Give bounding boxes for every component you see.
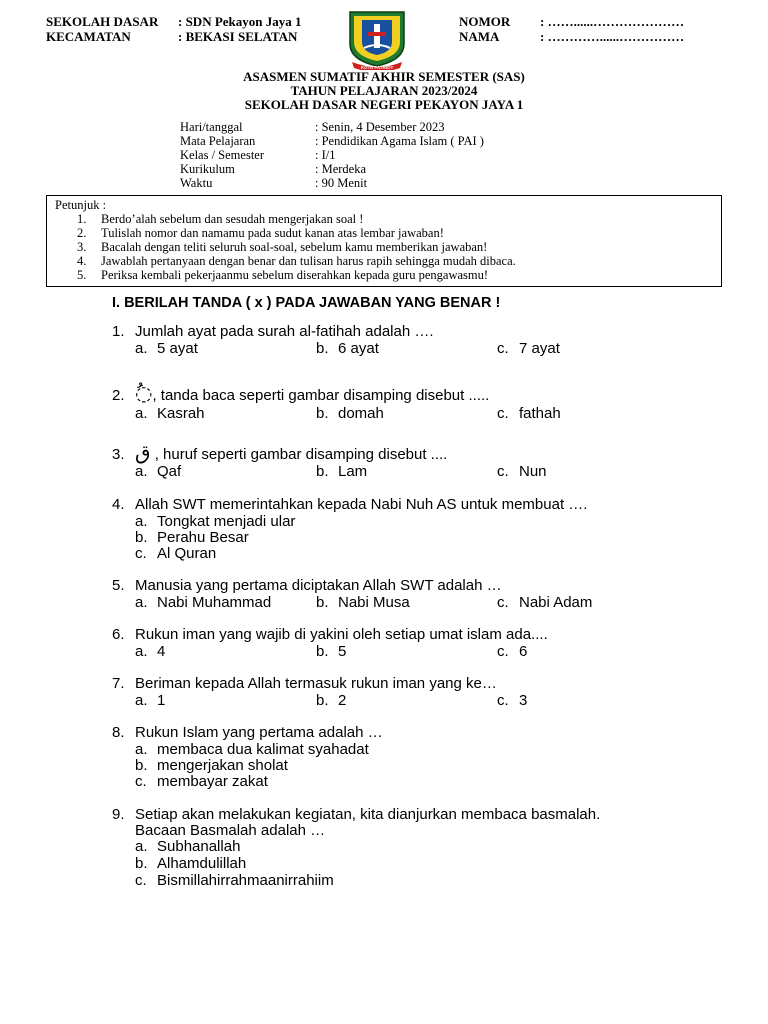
option-text: Bismillahirrahmaanirrahiim	[157, 872, 334, 889]
option-a[interactable]	[135, 513, 295, 530]
option-letter: a.	[135, 838, 148, 855]
option-b[interactable]	[316, 643, 346, 660]
option-b[interactable]	[135, 855, 246, 872]
option-letter: b.	[316, 692, 329, 709]
option-letter: a.	[135, 692, 148, 709]
info-row	[180, 162, 366, 176]
question-text: Setiap akan melakukan kegiatan, kita dianjurkan membaca basmalah.	[135, 806, 601, 823]
option-b[interactable]	[135, 757, 288, 774]
option-letter: c.	[497, 405, 509, 422]
school-label: SEKOLAH DASAR	[46, 14, 159, 29]
question-number: 5.	[112, 577, 125, 594]
option-c[interactable]	[135, 872, 334, 889]
option-a[interactable]	[135, 692, 165, 709]
info-value: : Pendidikan Agama Islam ( PAI )	[315, 134, 484, 148]
option-letter: a.	[135, 463, 148, 480]
option-text: 6 ayat	[338, 340, 379, 357]
option-text: 4	[157, 643, 166, 660]
option-text: Perahu Besar	[157, 529, 249, 546]
instruction-number: 4.	[77, 254, 87, 268]
instruction-item	[77, 268, 488, 282]
question-text: Rukun Islam yang pertama adalah …	[135, 724, 383, 741]
option-letter: c.	[135, 773, 147, 790]
question-4	[112, 496, 587, 513]
option-text: 5	[338, 643, 347, 660]
option-b[interactable]	[316, 340, 379, 357]
instructions-title: Petunjuk :	[55, 198, 107, 212]
option-a[interactable]	[135, 594, 271, 611]
option-text: Alhamdulillah	[157, 855, 247, 872]
info-row	[180, 148, 335, 162]
info-label: Hari/tanggal	[180, 120, 243, 134]
option-b[interactable]	[316, 692, 346, 709]
question-8	[112, 724, 383, 741]
option-text: 3	[519, 692, 528, 709]
option-letter: b.	[316, 594, 329, 611]
district-value: : BEKASI SELATAN	[178, 29, 298, 44]
option-text: domah	[338, 405, 384, 422]
nomor-field[interactable]: : ……......…………………	[540, 14, 685, 29]
info-value: : Senin, 4 Desember 2023	[315, 120, 445, 134]
kota-patriot-crest-icon	[344, 8, 410, 70]
instructions-box	[46, 195, 722, 287]
instruction-item	[77, 240, 487, 254]
option-c[interactable]	[497, 405, 561, 422]
instruction-text: Bacalah dengan teliti seluruh soal-soal, sebelum kamu memberikan jawaban!	[101, 240, 488, 254]
option-a[interactable]	[135, 405, 205, 422]
option-c[interactable]	[497, 643, 527, 660]
question-2	[112, 381, 490, 405]
option-a[interactable]	[135, 463, 181, 480]
option-text: membaca dua kalimat syahadat	[157, 741, 369, 758]
question-5	[112, 577, 502, 594]
option-b[interactable]	[135, 529, 249, 546]
option-text: Subhanallah	[157, 838, 241, 855]
option-c[interactable]	[497, 594, 592, 611]
info-label: Kurikulum	[180, 162, 235, 176]
option-letter: b.	[135, 529, 148, 546]
question-number: 8.	[112, 724, 125, 741]
option-text: membayar zakat	[157, 773, 268, 790]
info-value: : I/1	[315, 148, 336, 162]
option-text: Nun	[519, 463, 547, 480]
academic-year: TAHUN PELAJARAN 2023/2024	[290, 83, 478, 98]
question-3	[112, 440, 448, 464]
option-c[interactable]	[497, 340, 560, 357]
school-value: : SDN Pekayon Jaya 1	[178, 14, 302, 29]
instruction-text: Jawablah pertanyaan dengan benar dan tulisan harus rapih sehingga mudah dibaca.	[101, 254, 516, 268]
option-letter: b.	[135, 855, 148, 872]
question-number: 9.	[112, 806, 125, 823]
option-letter: a.	[135, 513, 148, 530]
info-value: : 90 Menit	[315, 176, 368, 190]
option-letter: c.	[497, 463, 509, 480]
instruction-item	[77, 212, 363, 226]
option-text: Kasrah	[157, 405, 205, 422]
option-b[interactable]	[316, 594, 410, 611]
nomor-label: NOMOR	[459, 14, 511, 29]
question-text: Jumlah ayat pada surah al-fatihah adalah ….	[135, 323, 434, 340]
option-letter: b.	[316, 405, 329, 422]
instruction-item	[77, 254, 516, 268]
info-label: Mata Pelajaran	[180, 134, 256, 148]
instruction-number: 3.	[77, 240, 87, 254]
instruction-number: 5.	[77, 268, 87, 282]
school-name-title: SEKOLAH DASAR NEGERI PEKAYON JAYA 1	[244, 97, 524, 112]
option-a[interactable]	[135, 340, 198, 357]
option-letter: c.	[497, 594, 509, 611]
exam-title: ASASMEN SUMATIF AKHIR SEMESTER (SAS)	[243, 69, 525, 84]
option-text: mengerjakan sholat	[157, 757, 288, 774]
qaf-letter-glyph-icon: ق	[135, 440, 151, 464]
option-letter: a.	[135, 594, 148, 611]
info-row	[180, 176, 367, 190]
option-text: 2	[338, 692, 347, 709]
option-letter: b.	[135, 757, 148, 774]
instruction-number: 1.	[77, 212, 87, 226]
option-c[interactable]	[497, 692, 527, 709]
option-letter: c.	[135, 872, 147, 889]
option-text: Nabi Adam	[519, 594, 593, 611]
option-text: Tongkat menjadi ular	[157, 513, 296, 530]
question-number: 6.	[112, 626, 125, 643]
option-letter: a.	[135, 643, 148, 660]
info-row	[180, 120, 445, 134]
question-number: 2.	[112, 387, 125, 404]
option-letter: c.	[135, 545, 147, 562]
option-a[interactable]	[135, 741, 369, 758]
option-text: Qaf	[157, 463, 182, 480]
option-text: 5 ayat	[157, 340, 198, 357]
option-letter: a.	[135, 405, 148, 422]
question-text: , tanda baca seperti gambar disamping disebut .....	[152, 387, 490, 404]
info-row	[180, 134, 484, 148]
question-number: 7.	[112, 675, 125, 692]
option-text: fathah	[519, 405, 561, 422]
option-letter: b.	[316, 340, 329, 357]
option-letter: c.	[497, 340, 509, 357]
option-letter: b.	[316, 643, 329, 660]
option-a[interactable]	[135, 643, 165, 660]
option-b[interactable]	[316, 463, 367, 480]
option-b[interactable]	[316, 405, 384, 422]
option-text: 7 ayat	[519, 340, 560, 357]
question-6	[112, 626, 548, 643]
dammah-glyph-icon: ◌ُ	[135, 381, 153, 405]
nama-label: NAMA	[459, 29, 500, 44]
question-text: Rukun iman yang wajib di yakini oleh setiap umat islam ada....	[135, 626, 548, 643]
instruction-number: 2.	[77, 226, 87, 240]
option-text: Nabi Musa	[338, 594, 410, 611]
question-text: Manusia yang pertama diciptakan Allah SWT adalah …	[135, 577, 502, 594]
question-text-continued: Bacaan Basmalah adalah …	[135, 822, 326, 839]
question-number: 1.	[112, 323, 125, 340]
question-number: 4.	[112, 496, 125, 513]
option-text: Al Quran	[157, 545, 217, 562]
info-value: : Merdeka	[315, 162, 367, 176]
question-text: Allah SWT memerintahkan kepada Nabi Nuh AS untuk membuat ….	[135, 496, 588, 513]
instruction-text: Tulislah nomor dan namamu pada sudut kanan atas lembar jawaban!	[101, 226, 444, 240]
question-1	[112, 323, 434, 340]
instruction-text: Berdo’alah sebelum dan sesudah mengerjakan soal !	[101, 212, 364, 226]
option-letter: a.	[135, 340, 148, 357]
option-c[interactable]	[135, 773, 268, 790]
option-letter: c.	[497, 643, 509, 660]
option-text: 1	[157, 692, 166, 709]
district-label: KECAMATAN	[46, 29, 131, 44]
nama-field[interactable]: : …………......……………	[540, 29, 685, 44]
instruction-item	[77, 226, 444, 240]
option-text: Nabi Muhammad	[157, 594, 272, 611]
info-label: Kelas / Semester	[180, 148, 265, 162]
logo-caption: KOTA PATRIOT	[360, 65, 394, 70]
option-letter: a.	[135, 741, 148, 758]
option-c[interactable]	[497, 463, 547, 480]
question-9	[112, 806, 600, 823]
option-letter: b.	[316, 463, 329, 480]
question-text: Beriman kepada Allah termasuk rukun iman yang ke…	[135, 675, 497, 692]
question-7	[112, 675, 497, 692]
option-text: 6	[519, 643, 528, 660]
section-title: I. BERILAH TANDA ( x ) PADA JAWABAN YANG BENAR !	[112, 295, 501, 311]
option-a[interactable]	[135, 838, 240, 855]
info-label: Waktu	[180, 176, 213, 190]
question-number: 3.	[112, 446, 125, 463]
option-c[interactable]	[135, 545, 216, 562]
instruction-text: Periksa kembali pekerjaanmu sebelum diserahkan kepada guru pengawasmu!	[101, 268, 489, 282]
question-text: , huruf seperti gambar disamping disebut ....	[150, 446, 448, 463]
option-text: Lam	[338, 463, 368, 480]
option-letter: c.	[497, 692, 509, 709]
